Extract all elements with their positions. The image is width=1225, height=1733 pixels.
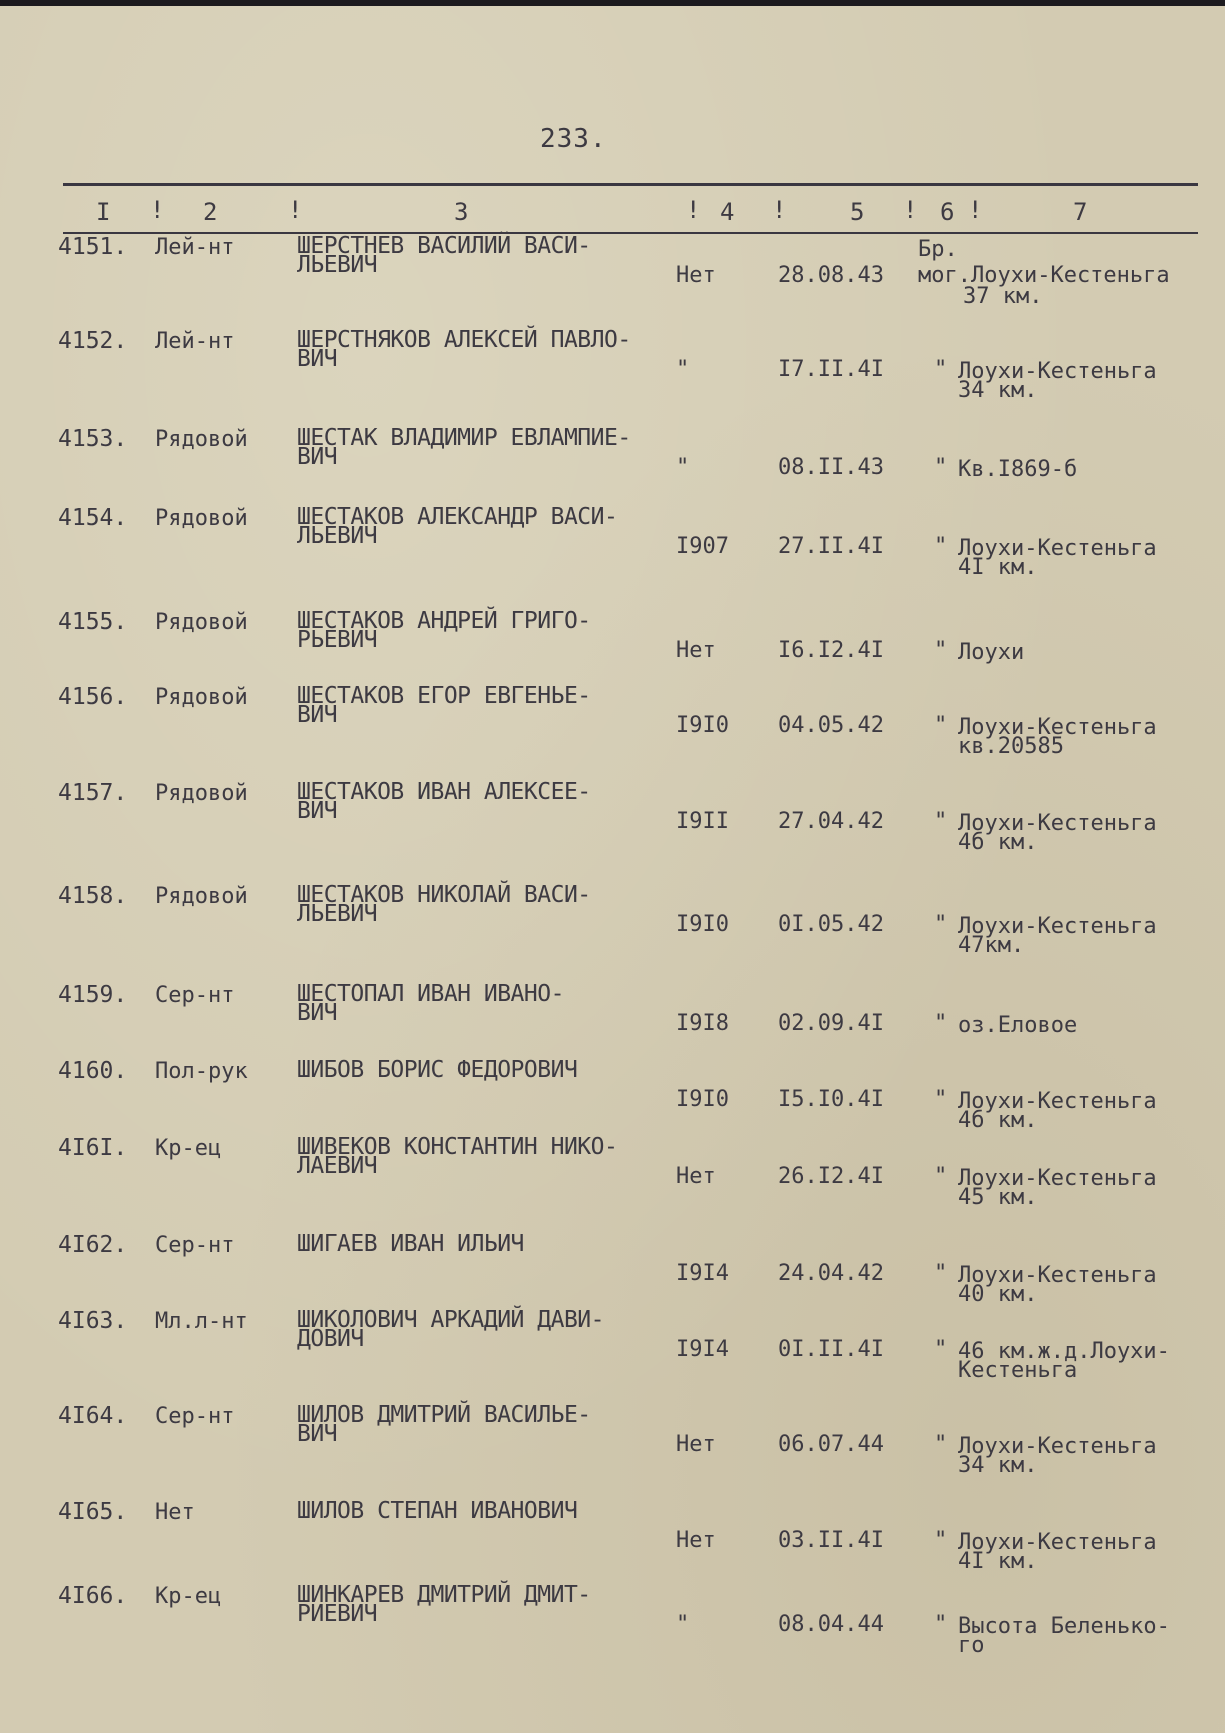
full-name-line1: ШИЛОВ СТЕПАН ИВАНОВИЧ	[297, 1498, 578, 1524]
burial-mark: "	[934, 713, 948, 738]
table-row	[0, 1307, 1225, 1400]
record-number: 4157.	[58, 780, 128, 806]
birth-year: Нет	[676, 1528, 716, 1553]
burial-mark: "	[934, 1011, 948, 1036]
record-number: 4155.	[58, 609, 128, 635]
military-rank: Рядовой	[155, 610, 248, 635]
military-rank: Рядовой	[155, 685, 248, 710]
burial-place-line2: 37 км.	[963, 284, 1043, 309]
birth-year: "	[676, 1612, 690, 1637]
burial-mark: "	[934, 357, 948, 382]
burial-place-line2: 34 км.	[958, 1453, 1038, 1478]
full-name-line2: ВИЧ	[297, 1000, 338, 1026]
burial-place-line2: 47км.	[958, 933, 1025, 958]
burial-mark: "	[934, 912, 948, 937]
col-header-3: 3	[454, 198, 469, 226]
military-rank: Рядовой	[155, 781, 248, 806]
burial-place-line1: Кв.I869-б	[958, 457, 1078, 482]
table-row	[0, 1402, 1225, 1495]
birth-year: Нет	[676, 263, 716, 288]
burial-place-line1: Лоухи-Кестеньга	[958, 536, 1157, 561]
birth-year: I907	[676, 534, 729, 559]
birth-year: "	[676, 357, 690, 382]
full-name-line1: ШИВЕКОВ КОНСТАНТИН НИКО-	[297, 1134, 618, 1160]
burial-place-line1: Лоухи-Кестеньга	[958, 914, 1157, 939]
military-rank: Рядовой	[155, 884, 248, 909]
full-name-line2: ДОВИЧ	[297, 1326, 364, 1352]
full-name-line1: ШЕСТАКОВ АЛЕКСАНДР ВАСИ-	[297, 504, 618, 530]
col-separator: !	[903, 196, 918, 224]
full-name-line2: ЛЬЕВИЧ	[297, 901, 378, 927]
col-header-2: 2	[203, 198, 218, 226]
burial-mark: "	[934, 1432, 948, 1457]
burial-place-line2: 34 км.	[958, 378, 1038, 403]
burial-mark: "	[934, 1087, 948, 1112]
death-date: 08.II.43	[778, 455, 884, 480]
table-row	[0, 233, 1225, 326]
burial-place-line1: Лоухи-Кестеньга	[958, 1166, 1157, 1191]
burial-place-line2: 4I км.	[958, 555, 1038, 580]
full-name-line1: ШИНКАРЕВ ДМИТРИЙ ДМИТ-	[297, 1582, 591, 1608]
birth-year: I9I4	[676, 1337, 729, 1362]
full-name-line1: ШЕСТАКОВ АНДРЕЙ ГРИГО-	[297, 608, 591, 634]
table-row	[0, 504, 1225, 597]
col-header-5: 5	[850, 198, 865, 226]
table-row	[0, 683, 1225, 776]
burial-mark: "	[934, 1337, 948, 1362]
burial-mark: "	[934, 534, 948, 559]
record-number: 4152.	[58, 328, 128, 354]
full-name-line2: ЛАЕВИЧ	[297, 1153, 378, 1179]
military-rank: Лей-нт	[155, 235, 235, 260]
full-name-line2: РИЕВИЧ	[297, 1601, 378, 1627]
col-separator: !	[288, 196, 303, 224]
burial-place-line1: Лоухи-Кестеньга	[958, 1434, 1157, 1459]
birth-year: I9I0	[676, 1087, 729, 1112]
death-date: 04.05.42	[778, 713, 884, 738]
military-rank: Пол-рук	[155, 1059, 248, 1084]
page-number: 233.	[540, 124, 607, 154]
military-rank: Кр-ец	[155, 1136, 222, 1161]
record-number: 4I64.	[58, 1403, 128, 1429]
table-row	[0, 1582, 1225, 1675]
record-number: 4154.	[58, 505, 128, 531]
military-rank: Сер-нт	[155, 983, 235, 1008]
death-date: 26.I2.4I	[778, 1164, 884, 1189]
burial-mark: "	[934, 809, 948, 834]
burial-place-line1: Лоухи	[958, 640, 1025, 665]
birth-year: I9I0	[676, 713, 729, 738]
burial-place-line1: оз.Еловое	[958, 1013, 1078, 1038]
record-number: 4153.	[58, 426, 128, 452]
col-header-4: 4	[720, 198, 735, 226]
military-rank: Кр-ец	[155, 1584, 222, 1609]
birth-year: I9I4	[676, 1261, 729, 1286]
death-date: 27.04.42	[778, 809, 884, 834]
header-top-rule	[63, 183, 1198, 186]
full-name-line1: ШИГАЕВ ИВАН ИЛЬИЧ	[297, 1231, 524, 1257]
col-separator: !	[968, 196, 983, 224]
col-header-1: I	[96, 198, 111, 226]
military-rank: Лей-нт	[155, 329, 235, 354]
burial-mark: "	[934, 1164, 948, 1189]
record-number: 4159.	[58, 982, 128, 1008]
full-name-line2: ЛЬЕВИЧ	[297, 523, 378, 549]
header-bottom-rule	[63, 232, 1198, 234]
death-date: 28.08.43	[778, 263, 884, 288]
burial-place-line1: мог.Лоухи-Кестеньга	[918, 263, 1170, 288]
full-name-line2: РЬЕВИЧ	[297, 627, 378, 653]
death-date: 0I.05.42	[778, 912, 884, 937]
military-rank: Сер-нт	[155, 1233, 235, 1258]
birth-year: "	[676, 455, 690, 480]
full-name-line2: ВИЧ	[297, 346, 338, 372]
full-name-line1: ШЕСТАКОВ ЕГОР ЕВГЕНЬЕ-	[297, 683, 591, 709]
full-name-line1: ШЕСТАК ВЛАДИМИР ЕВЛАМПИЕ-	[297, 425, 631, 451]
burial-place-line2: 45 км.	[958, 1185, 1038, 1210]
full-name-line1: ШЕСТАКОВ ИВАН АЛЕКСЕЕ-	[297, 779, 591, 805]
burial-mark: "	[934, 1612, 948, 1637]
burial-place-line1: Лоухи-Кестеньга	[958, 811, 1157, 836]
full-name-line2: ЛЬЕВИЧ	[297, 252, 378, 278]
record-number: 4158.	[58, 883, 128, 909]
record-number: 4I6I.	[58, 1135, 128, 1161]
full-name-line2: ВИЧ	[297, 1421, 338, 1447]
military-rank: Нет	[155, 1500, 195, 1525]
death-date: 03.II.4I	[778, 1528, 884, 1553]
death-date: 02.09.4I	[778, 1011, 884, 1036]
table-row	[0, 779, 1225, 872]
record-number: 4I63.	[58, 1308, 128, 1334]
full-name-line2: ВИЧ	[297, 444, 338, 470]
full-name-line1: ШИКОЛОВИЧ АРКАДИЙ ДАВИ-	[297, 1307, 604, 1333]
birth-year: I9I0	[676, 912, 729, 937]
top-edge	[0, 0, 1225, 6]
death-date: 0I.II.4I	[778, 1337, 884, 1362]
burial-mark: "	[934, 638, 948, 663]
death-date: 24.04.42	[778, 1261, 884, 1286]
full-name-line2: ВИЧ	[297, 798, 338, 824]
birth-year: I9I8	[676, 1011, 729, 1036]
burial-place-line1: Лоухи-Кестеньга	[958, 1263, 1157, 1288]
full-name-line1: ШИЛОВ ДМИТРИЙ ВАСИЛЬЕ-	[297, 1402, 591, 1428]
military-rank: Рядовой	[155, 427, 248, 452]
burial-place-line1: Высота Беленько-	[958, 1614, 1170, 1639]
birth-year: Нет	[676, 638, 716, 663]
burial-place-line2: 40 км.	[958, 1282, 1038, 1307]
record-number: 4160.	[58, 1058, 128, 1084]
death-date: 08.04.44	[778, 1612, 884, 1637]
col-separator: !	[686, 196, 701, 224]
record-number: 4I62.	[58, 1232, 128, 1258]
full-name-line1: ШЕСТОПАЛ ИВАН ИВАНО-	[297, 981, 564, 1007]
table-row	[0, 882, 1225, 975]
burial-place-line1: Лоухи-Кестеньга	[958, 359, 1157, 384]
burial-mark: "	[934, 1528, 948, 1553]
death-date: 06.07.44	[778, 1432, 884, 1457]
burial-place-line1: 46 км.ж.д.Лоухи-	[958, 1339, 1170, 1364]
table-row	[0, 1134, 1225, 1227]
table-row	[0, 1498, 1225, 1591]
full-name-line1: ШЕСТАКОВ НИКОЛАЙ ВАСИ-	[297, 882, 591, 908]
military-rank: Сер-нт	[155, 1404, 235, 1429]
record-number: 4I65.	[58, 1499, 128, 1525]
full-name-line2: ВИЧ	[297, 702, 338, 728]
col-separator: !	[150, 196, 165, 224]
birth-year: Нет	[676, 1432, 716, 1457]
burial-place-line2: кв.20585	[958, 734, 1064, 759]
burial-mark: "	[934, 455, 948, 480]
birth-year: Нет	[676, 1164, 716, 1189]
col-header-7: 7	[1073, 198, 1088, 226]
burial-place-line2: 4б км.	[958, 830, 1038, 855]
burial-place-line1: Лоухи-Кестеньга	[958, 715, 1157, 740]
full-name-line1: ШЕРСТНЯКОВ АЛЕКСЕЙ ПАВЛО-	[297, 327, 631, 353]
burial-place-line1: Лоухи-Кестеньга	[958, 1089, 1157, 1114]
burial-place-line2: 4б км.	[958, 1108, 1038, 1133]
col-separator: !	[772, 196, 787, 224]
birth-year: I9II	[676, 809, 729, 834]
burial-mark: Бр.	[918, 237, 958, 262]
death-date: 27.II.4I	[778, 534, 884, 559]
death-date: I5.I0.4I	[778, 1087, 884, 1112]
col-header-6: 6	[940, 198, 955, 226]
record-number: 4156.	[58, 684, 128, 710]
burial-place-line2: Кестеньга	[958, 1358, 1078, 1383]
full-name-line1: ШИБОВ БОРИС ФЕДОРОВИЧ	[297, 1057, 578, 1083]
record-number: 4151.	[58, 234, 128, 260]
burial-mark: "	[934, 1261, 948, 1286]
military-rank: Мл.л-нт	[155, 1309, 248, 1334]
full-name-line1: ШЕРСТНЕВ ВАСИЛИЙ ВАСИ-	[297, 233, 591, 259]
death-date: I7.II.4I	[778, 357, 884, 382]
burial-place-line2: 4I км.	[958, 1549, 1038, 1574]
military-rank: Рядовой	[155, 506, 248, 531]
record-number: 4I66.	[58, 1583, 128, 1609]
death-date: I6.I2.4I	[778, 638, 884, 663]
table-row	[0, 327, 1225, 420]
burial-place-line1: Лоухи-Кестеньга	[958, 1530, 1157, 1555]
burial-place-line2: го	[958, 1633, 985, 1658]
